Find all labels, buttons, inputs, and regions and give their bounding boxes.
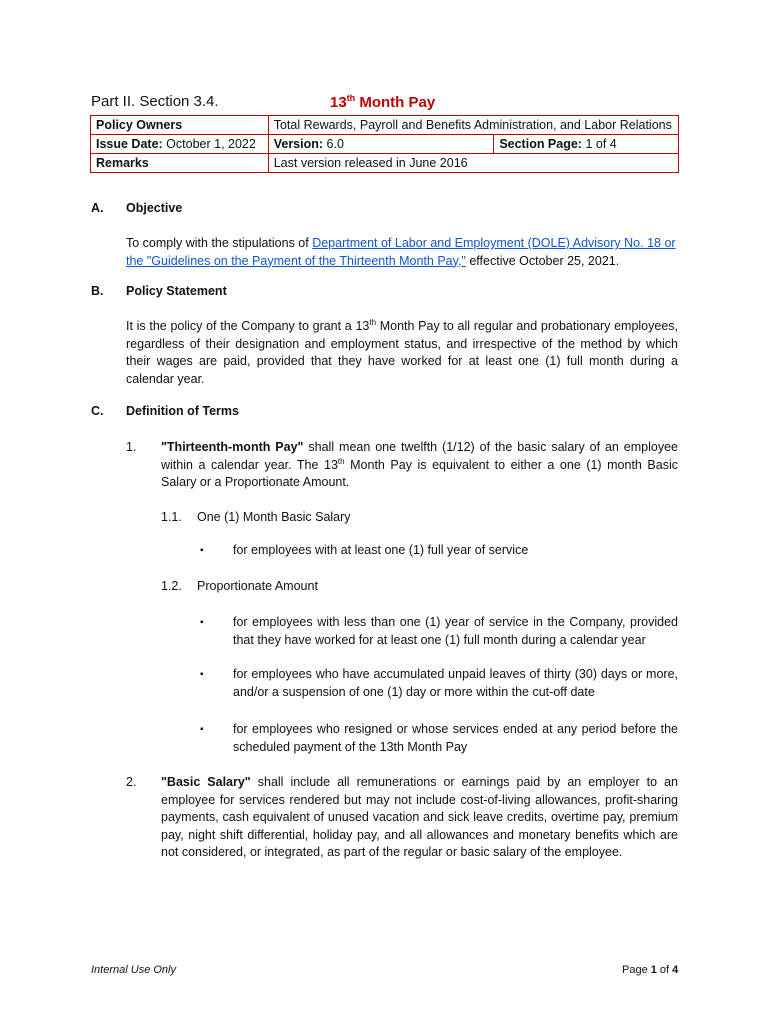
definition-2-paragraph (161, 774, 678, 862)
page-word: Page (622, 964, 651, 976)
definition-1-term: "Thirteenth-month Pay" (161, 440, 304, 454)
owners-label: Policy Owners (91, 116, 269, 135)
issue-date-value: October 1, 2022 (162, 137, 256, 151)
bullet-full-year: for employees with at least one (1) full year of service (233, 543, 529, 557)
section-page-label: Section Page: (499, 137, 582, 151)
remarks-label: Remarks (91, 154, 269, 173)
dole-advisory-link[interactable]: Department of Labor and Employment (DOLE) Advisory No. 18 or the "Guidelines on the Payment of the Thirteenth Month Pay," (126, 236, 676, 268)
table-row (91, 116, 679, 135)
definition-1-paragraph (161, 439, 678, 492)
section-reference: Part II. Section 3.4. (91, 93, 219, 110)
title-superscript: th (346, 93, 356, 103)
footer-classification: Internal Use Only (91, 964, 176, 976)
policy-superscript: th (369, 317, 377, 327)
subsection-1-2-number: 1.2. (161, 579, 182, 593)
bullet-marker: ▪ (200, 617, 204, 628)
title-number: 13 (330, 94, 347, 111)
policy-info-table (90, 115, 679, 173)
definition-1-text-end: Month Pay is equivalent to either a one (1) month Basic Salary or a Proportionate Amount. (161, 457, 678, 489)
definition-1-superscript: th (337, 456, 345, 466)
version-label: Version: (273, 137, 324, 151)
section-page-value: 1 of 4 (581, 137, 617, 151)
issue-date-cell (91, 135, 269, 154)
page-current: 1 (650, 964, 657, 976)
owners-value: Total Rewards, Payroll and Benefits Administration, and Labor Relations (268, 116, 678, 135)
page-total: 4 (672, 964, 679, 976)
table-row (91, 135, 679, 154)
bullet-marker: ▪ (200, 545, 204, 556)
title-text: Month Pay (355, 94, 436, 111)
section-page-cell (494, 135, 679, 154)
section-c-letter: C. (91, 404, 104, 418)
section-a-title: Objective (126, 201, 183, 215)
definition-1-number: 1. (126, 440, 137, 454)
bullet-marker: ▪ (200, 669, 204, 680)
definition-2-term: "Basic Salary" (161, 775, 251, 789)
objective-text-end: effective October 25, 2021. (465, 253, 620, 268)
section-a-letter: A. (91, 201, 104, 215)
bullet-less-than-year: for employees with less than one (1) year of service in the Company, provided that they have worked for at least one (1) full month during a calendar year (233, 615, 678, 647)
subsection-1-2-title: Proportionate Amount (197, 579, 318, 593)
version-cell (268, 135, 494, 154)
subsection-1-1-title: One (1) Month Basic Salary (197, 510, 351, 524)
bullet-unpaid-leaves: for employees who have accumulated unpaid leaves of thirty (30) days or more, and/or a suspension of one (1) day or more within the cut-off date (233, 667, 678, 699)
policy-statement-paragraph (126, 318, 678, 388)
footer-page-number (622, 964, 678, 976)
policy-text-start: It is the policy of the Company to grant a 13 (126, 319, 370, 333)
objective-text-start: To comply with the stipulations of (126, 236, 313, 250)
definition-2-text: shall include all remunerations or earnings paid by an employer to an employee for services rendered but may not include cost-of-living allowances, profit-sharing payments, cash equivalent of unused vacation and sick leave credits, overtime pay, premium pay, night shift differential, holiday pay, and all allowances and monetary benefits which are not considered, or integrated, as part of the regular or basic salary of the employee. (161, 775, 678, 859)
remarks-value: Last version released in June 2016 (268, 154, 678, 173)
document-title (330, 93, 435, 111)
section-b-title: Policy Statement (126, 284, 227, 298)
bullet-resigned: for employees who resigned or whose services ended at any period before the scheduled payment of the 13th Month Pay (233, 722, 678, 754)
section-b-letter: B. (91, 284, 104, 298)
definition-1-text-start: shall mean one twelfth (1/12) of the basic salary of an employee within a calendar year. The 13 (161, 440, 678, 472)
table-row (91, 154, 679, 173)
definition-2-number: 2. (126, 775, 137, 789)
page-of: of (656, 964, 673, 976)
objective-paragraph (126, 235, 682, 270)
section-c-title: Definition of Terms (126, 404, 239, 418)
policy-text-end: Month Pay to all regular and probationary employees, regardless of their designation and employment status, and irrespective of the method by which their wages are paid, provided that they have worked for at least one (1) full month during a calendar year. (126, 319, 679, 386)
subsection-1-1-number: 1.1. (161, 510, 182, 524)
issue-date-label: Issue Date: (96, 137, 163, 151)
version-value: 6.0 (323, 137, 344, 151)
bullet-marker: ▪ (200, 724, 204, 735)
